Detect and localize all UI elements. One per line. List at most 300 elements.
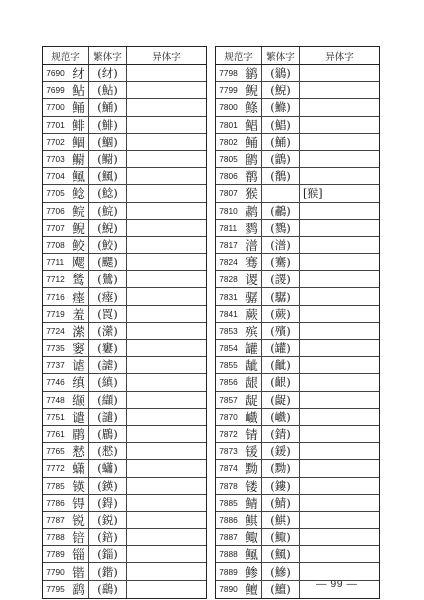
traditional-character: (齜)	[262, 357, 300, 373]
variant-character	[127, 271, 206, 287]
standard-character: 蕨	[245, 306, 258, 322]
traditional-character: (鯰)	[89, 185, 127, 201]
variant-character	[300, 512, 379, 528]
standard-character: 鲦	[245, 100, 258, 116]
standard-cell	[216, 357, 262, 373]
traditional-character: (鰷)	[262, 99, 300, 115]
entry-number: 7735	[46, 343, 65, 354]
variant-character	[127, 563, 206, 579]
variant-character	[300, 306, 379, 322]
standard-cell	[43, 220, 89, 236]
standard-character: 鲛	[72, 237, 85, 253]
table-row	[43, 237, 206, 254]
variant-character	[127, 460, 206, 476]
table-row	[216, 460, 379, 477]
standard-cell	[216, 306, 262, 322]
standard-cell	[43, 340, 89, 356]
table-row	[216, 306, 379, 323]
entry-number: 7807	[219, 188, 238, 199]
variant-character	[127, 237, 206, 253]
traditional-character: (錆)	[262, 426, 300, 442]
standard-cell	[43, 185, 89, 201]
table-row	[216, 185, 379, 202]
standard-character: 窭	[72, 341, 85, 357]
standard-cell	[43, 409, 89, 425]
table-row	[43, 306, 206, 323]
standard-cell	[43, 306, 89, 322]
table-row	[43, 254, 206, 271]
variant-character	[300, 529, 379, 545]
table-row	[216, 203, 379, 220]
traditional-character: (鱣)	[262, 581, 300, 598]
standard-cell	[43, 374, 89, 390]
standard-character: 蟏	[72, 461, 85, 477]
standard-character: 鹠	[245, 152, 258, 168]
traditional-character: (鮎)	[89, 82, 127, 98]
traditional-character: (鍀)	[89, 495, 127, 511]
standard-character: 巇	[245, 409, 258, 425]
standard-character: 谡	[245, 272, 258, 288]
table-row	[43, 426, 206, 443]
table-row	[43, 117, 206, 134]
table-row	[43, 478, 206, 495]
entry-number: 7890	[219, 584, 238, 595]
standard-cell	[216, 512, 262, 528]
entry-number: 7811	[219, 222, 238, 233]
standard-cell	[43, 581, 89, 598]
header-traditional: 繁体字	[262, 47, 300, 64]
standard-cell	[43, 546, 89, 562]
variant-character	[300, 203, 379, 219]
traditional-character: (齪)	[262, 392, 300, 408]
table-row	[43, 340, 206, 357]
variant-character	[300, 237, 379, 253]
entry-number: 7795	[46, 584, 65, 595]
table-row	[43, 460, 206, 477]
standard-character: 鲱	[72, 117, 85, 133]
standard-cell	[216, 460, 262, 476]
entry-number: 7787	[46, 514, 65, 525]
standard-cell	[216, 340, 262, 356]
entry-number: 7798	[219, 68, 238, 79]
traditional-character: (鰺)	[262, 563, 300, 579]
standard-character: 鹞	[72, 582, 85, 598]
entry-number: 7789	[46, 549, 65, 560]
standard-cell	[216, 546, 262, 562]
traditional-character: (鯴)	[262, 546, 300, 562]
standard-character: 猴	[245, 186, 258, 202]
standard-character: 鲬	[72, 100, 85, 116]
traditional-character: (殯)	[262, 323, 300, 339]
variant-character	[300, 82, 379, 98]
traditional-character	[262, 185, 300, 201]
variant-character	[300, 443, 379, 459]
entry-number: 7810	[219, 205, 238, 216]
traditional-character: (騫)	[262, 254, 300, 270]
standard-character: 锱	[72, 547, 85, 563]
traditional-character: (錇)	[89, 529, 127, 545]
variant-character	[127, 357, 206, 373]
variant-character	[127, 134, 206, 150]
table-row	[43, 168, 206, 185]
standard-character: 黝	[245, 461, 258, 477]
traditional-character: (䍚)	[89, 306, 127, 322]
traditional-character: (憖)	[89, 443, 127, 459]
standard-character: 鲶	[72, 186, 85, 202]
variant-character	[127, 443, 206, 459]
table-row	[43, 271, 206, 288]
entry-number: 7853	[219, 325, 238, 336]
traditional-character: (鯫)	[262, 529, 300, 545]
standard-character: 锴	[72, 564, 85, 580]
variant-character	[300, 426, 379, 442]
standard-cell	[216, 203, 262, 219]
traditional-character: (䌶)	[89, 65, 127, 81]
table-row	[216, 478, 379, 495]
table-row	[43, 357, 206, 374]
table-row	[43, 581, 206, 598]
standard-character: 骞	[245, 255, 258, 271]
traditional-character: (鏤)	[262, 478, 300, 494]
traditional-character: (鯴)	[89, 168, 127, 184]
entry-number: 7746	[46, 377, 65, 388]
traditional-character: (鶹)	[262, 151, 300, 167]
variant-character	[127, 581, 206, 598]
standard-cell	[43, 443, 89, 459]
entry-number: 7856	[219, 377, 238, 388]
standard-cell	[216, 426, 262, 442]
standard-character: 鲴	[72, 134, 85, 150]
entry-number: 7716	[46, 291, 65, 302]
variant-character	[127, 323, 206, 339]
traditional-character: (鯇)	[89, 203, 127, 219]
entry-number: 7748	[46, 394, 65, 405]
standard-cell	[216, 168, 262, 184]
standard-character: 鹡	[245, 169, 258, 185]
traditional-character: (鯒)	[262, 134, 300, 150]
standard-cell	[43, 512, 89, 528]
traditional-character: (鶺)	[262, 168, 300, 184]
standard-cell	[43, 271, 89, 287]
traditional-character: (鍇)	[89, 563, 127, 579]
standard-character: 鲵	[245, 83, 258, 99]
variant-character	[127, 220, 206, 236]
standard-character: 瘗	[72, 289, 85, 305]
table-row	[216, 151, 379, 168]
standard-character: 殡	[245, 323, 258, 339]
entry-number: 7701	[46, 119, 65, 130]
traditional-character: (鯧)	[262, 117, 300, 133]
traditional-character: (鯕)	[262, 512, 300, 528]
entry-number: 7765	[46, 446, 65, 457]
traditional-character: (鯢)	[89, 220, 127, 236]
table-row	[43, 185, 206, 202]
standard-character: 谑	[72, 358, 85, 374]
standard-character: 飔	[72, 255, 85, 271]
standard-character: 缬	[72, 392, 85, 408]
entry-number: 7817	[219, 239, 238, 250]
traditional-character: (鍰)	[262, 443, 300, 459]
standard-cell	[216, 323, 262, 339]
standard-character: 鸶	[72, 272, 85, 288]
standard-cell	[216, 374, 262, 390]
entry-number: 7708	[46, 239, 65, 250]
standard-cell	[43, 288, 89, 304]
standard-character: 䌶	[72, 66, 85, 82]
standard-cell	[43, 117, 89, 133]
standard-character: 鲯	[245, 512, 258, 528]
traditional-character: (縝)	[89, 374, 127, 390]
table-row	[43, 563, 206, 580]
traditional-character: (鷚)	[262, 220, 300, 236]
traditional-character: (黝)	[262, 460, 300, 476]
table-row	[216, 134, 379, 151]
entry-number: 7702	[46, 136, 65, 147]
standard-cell	[216, 478, 262, 494]
standard-cell	[43, 203, 89, 219]
variant-character	[300, 478, 379, 494]
variant-character	[300, 374, 379, 390]
traditional-character: (潽)	[262, 237, 300, 253]
table-row	[43, 203, 206, 220]
table-row	[43, 220, 206, 237]
standard-character: 鲳	[245, 117, 258, 133]
traditional-character: (窶)	[89, 340, 127, 356]
standard-character: 慭	[72, 444, 85, 460]
standard-cell	[216, 271, 262, 287]
entry-number: 7790	[46, 566, 65, 577]
traditional-character: (謔)	[89, 357, 127, 373]
table-row	[43, 323, 206, 340]
variant-character	[127, 374, 206, 390]
entry-number: 7799	[219, 85, 238, 96]
variant-character	[127, 151, 206, 167]
entry-number: 7719	[46, 308, 65, 319]
standard-character: 龇	[245, 358, 258, 374]
variant-character	[300, 357, 379, 373]
traditional-character: (齦)	[262, 374, 300, 390]
table-row	[216, 546, 379, 563]
standard-cell	[216, 529, 262, 545]
traditional-character: (鷥)	[89, 271, 127, 287]
table-header	[216, 47, 379, 65]
traditional-character: (纈)	[89, 392, 127, 408]
entry-number: 7751	[46, 411, 65, 422]
standard-cell	[216, 581, 262, 598]
header-traditional: 繁体字	[89, 47, 127, 64]
standard-cell	[43, 323, 89, 339]
variant-character	[127, 495, 206, 511]
table-row	[216, 529, 379, 546]
standard-cell	[43, 237, 89, 253]
table-row	[216, 443, 379, 460]
entry-number: 7889	[219, 566, 238, 577]
variant-character	[127, 203, 206, 219]
table-row	[43, 392, 206, 409]
entry-number: 7824	[219, 257, 238, 268]
entry-number: 7801	[219, 119, 238, 130]
variant-character	[300, 271, 379, 287]
entry-number: 7802	[219, 136, 238, 147]
variant-character	[300, 99, 379, 115]
entry-number: 7874	[219, 463, 238, 474]
table-row	[216, 237, 379, 254]
traditional-character: (鶲)	[262, 65, 300, 81]
variant-character	[127, 168, 206, 184]
standard-character: 罐	[245, 341, 258, 357]
table-row	[43, 495, 206, 512]
standard-cell	[43, 426, 89, 442]
table-row	[216, 340, 379, 357]
table-row	[43, 82, 206, 99]
standard-character: 缜	[72, 375, 85, 391]
variant-character	[127, 65, 206, 81]
variant-character	[127, 512, 206, 528]
standard-cell	[216, 563, 262, 579]
traditional-character: (鷫)	[262, 203, 300, 219]
table-row	[43, 288, 206, 305]
table-row	[216, 512, 379, 529]
standard-cell	[43, 392, 89, 408]
entry-number: 7805	[219, 154, 238, 165]
standard-cell	[43, 495, 89, 511]
entry-number: 7806	[219, 171, 238, 182]
page-number: — 99 —	[316, 578, 358, 590]
entry-number: 7706	[46, 205, 65, 216]
entry-number: 7878	[219, 480, 238, 491]
table-row	[216, 65, 379, 82]
table-row	[216, 220, 379, 237]
table-row	[216, 168, 379, 185]
variant-character	[300, 117, 379, 133]
table-row	[216, 271, 379, 288]
left-character-table	[42, 46, 207, 599]
standard-character: 锾	[245, 444, 258, 460]
standard-character: 潽	[245, 237, 258, 253]
traditional-character: (瘞)	[89, 288, 127, 304]
standard-cell	[216, 495, 262, 511]
table-row	[216, 495, 379, 512]
standard-cell	[216, 99, 262, 115]
traditional-character: (驏)	[262, 288, 300, 304]
standard-cell	[43, 460, 89, 476]
variant-character	[300, 134, 379, 150]
entry-number: 7699	[46, 85, 65, 96]
standard-character: 鲩	[72, 203, 85, 219]
traditional-character: (鯒)	[89, 99, 127, 115]
right-character-table	[215, 46, 380, 599]
variant-character: [猴]	[303, 187, 323, 201]
standard-cell	[216, 392, 262, 408]
entry-number: 7703	[46, 154, 65, 165]
table-row	[216, 82, 379, 99]
standard-cell	[43, 357, 89, 373]
standard-character: 鲵	[72, 220, 85, 236]
standard-cell	[43, 65, 89, 81]
table-row	[43, 99, 206, 116]
entry-number: 7711	[46, 257, 65, 268]
variant-character	[127, 392, 206, 408]
entry-number: 7707	[46, 222, 65, 233]
variant-character	[127, 288, 206, 304]
traditional-character: (鯝)	[89, 134, 127, 150]
entry-number: 7887	[219, 532, 238, 543]
table-row	[43, 512, 206, 529]
traditional-character: (鶥)	[89, 426, 127, 442]
variant-character	[127, 185, 206, 201]
entry-number: 7800	[219, 102, 238, 113]
traditional-character: (鋭)	[89, 512, 127, 528]
variant-character	[127, 546, 206, 562]
header-variant: 异体字	[325, 51, 354, 63]
standard-character: 鹟	[245, 66, 258, 82]
entry-number: 7831	[219, 291, 238, 302]
standard-character: 鲰	[245, 530, 258, 546]
entry-number: 7761	[46, 429, 65, 440]
traditional-character: (鯖)	[262, 495, 300, 511]
standard-character: 鹔	[245, 203, 258, 219]
variant-character	[300, 495, 379, 511]
variant-character	[300, 151, 379, 167]
standard-cell	[216, 288, 262, 304]
traditional-character: (鳚)	[89, 151, 127, 167]
entry-number: 7855	[219, 360, 238, 371]
traditional-character: (鷂)	[89, 581, 127, 598]
variant-character	[300, 392, 379, 408]
standard-cell	[216, 134, 262, 150]
entry-number: 7854	[219, 343, 238, 354]
header-variant: 异体字	[152, 51, 181, 63]
variant-character	[300, 460, 379, 476]
variant-character	[127, 82, 206, 98]
standard-cell	[216, 443, 262, 459]
entry-number: 7700	[46, 102, 65, 113]
variant-character	[300, 546, 379, 562]
variant-character	[300, 168, 379, 184]
standard-character: 龊	[245, 392, 258, 408]
standard-cell	[216, 65, 262, 81]
table-row	[43, 546, 206, 563]
standard-cell	[43, 134, 89, 150]
entry-number: 7705	[46, 188, 65, 199]
standard-character: 鳣	[245, 582, 258, 598]
standard-character: 龈	[245, 375, 258, 391]
entry-number: 7737	[46, 360, 65, 371]
standard-character: 锫	[72, 530, 85, 546]
header-standard: 规范字	[216, 47, 262, 64]
traditional-character: (颸)	[89, 254, 127, 270]
entry-number: 7772	[46, 463, 65, 474]
variant-character	[127, 99, 206, 115]
table-row	[216, 374, 379, 391]
standard-cell	[43, 529, 89, 545]
table-row	[216, 288, 379, 305]
table-row	[216, 392, 379, 409]
standard-cell	[43, 151, 89, 167]
traditional-character: (鮫)	[89, 237, 127, 253]
standard-character: 鲺	[72, 169, 85, 185]
standard-cell	[216, 220, 262, 236]
variant-character	[127, 117, 206, 133]
traditional-character: (鯢)	[262, 82, 300, 98]
traditional-character: (瀠)	[89, 323, 127, 339]
standard-cell	[216, 82, 262, 98]
variant-character	[300, 409, 379, 425]
table-row	[43, 529, 206, 546]
standard-cell	[43, 478, 89, 494]
standard-cell	[43, 82, 89, 98]
standard-character: 锳	[72, 478, 85, 494]
